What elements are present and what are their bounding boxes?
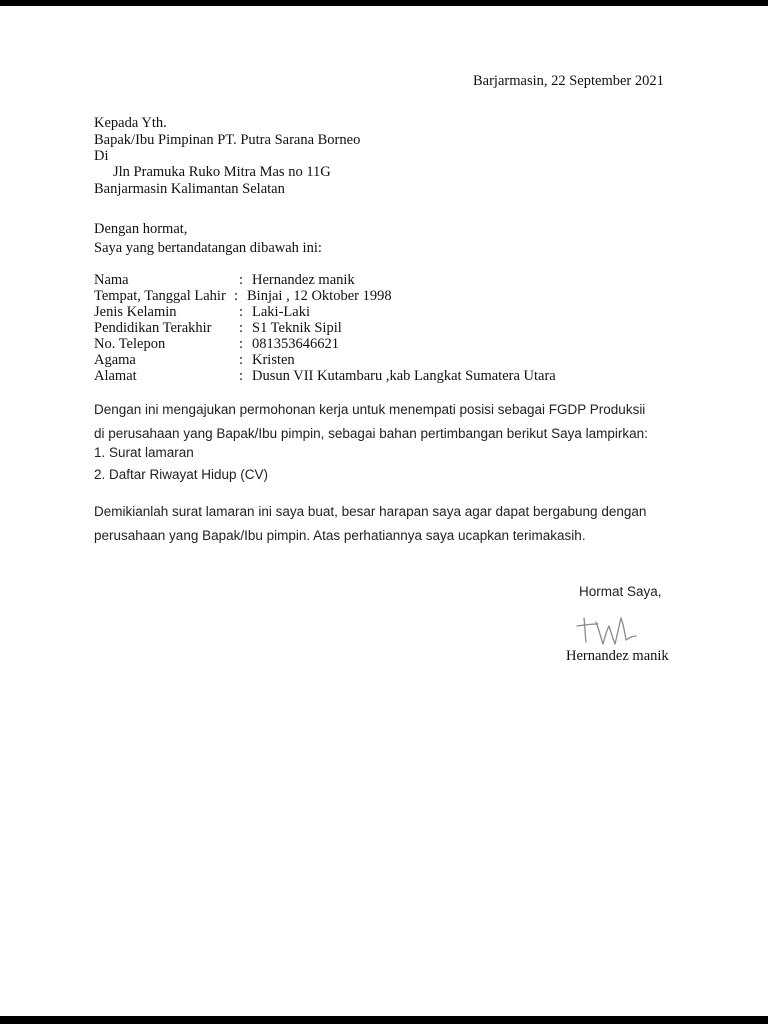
detail-separator: : [234, 288, 239, 304]
detail-value-agama: Kristen [252, 352, 295, 368]
detail-separator: : [239, 352, 244, 368]
detail-separator: : [239, 368, 244, 384]
signer-name: Hernandez manik [566, 648, 669, 664]
closing-line-2: perusahaan yang Bapak/Ibu pimpin. Atas perhatiannya saya ucapkan terimakasih. [94, 528, 586, 543]
detail-label-pendidikan: Pendidikan Terakhir [94, 320, 212, 336]
detail-separator: : [239, 272, 244, 288]
detail-label-alamat: Alamat [94, 368, 137, 384]
top-border [0, 0, 768, 6]
recipient-name: Bapak/Ibu Pimpinan PT. Putra Sarana Borneo [94, 132, 361, 148]
bottom-border [0, 1016, 768, 1024]
recipient-salutation: Kepada Yth. [94, 115, 167, 131]
detail-value-ttl: Binjai , 12 Oktober 1998 [247, 288, 392, 304]
detail-label-jenis-kelamin: Jenis Kelamin [94, 304, 177, 320]
attachment-item: 1. Surat lamaran [94, 445, 194, 460]
detail-separator: : [239, 336, 244, 352]
body-line-1: Dengan ini mengajukan permohonan kerja untuk menempati posisi sebagai FGDP Produksii [94, 402, 646, 417]
greeting: Dengan hormat, [94, 221, 188, 237]
detail-value-telepon: 081353646621 [252, 336, 339, 352]
closing-line-1: Demikianlah surat lamaran ini saya buat, besar harapan saya agar dapat bergabung dengan [94, 504, 647, 519]
body-line-2: di perusahaan yang Bapak/Ibu pimpin, sebagai bahan pertimbangan berikut Saya lampirkan: [94, 426, 648, 441]
detail-label-agama: Agama [94, 352, 136, 368]
handwritten-signature [574, 612, 648, 648]
detail-separator: : [239, 320, 244, 336]
detail-label-telepon: No. Telepon [94, 336, 166, 352]
intro-line: Saya yang bertandatangan dibawah ini: [94, 240, 322, 256]
detail-value-alamat: Dusun VII Kutambaru ,kab Langkat Sumatera Utara [252, 368, 556, 384]
date-line: Barjarmasin, 22 September 2021 [473, 73, 664, 89]
detail-separator: : [239, 304, 244, 320]
recipient-city: Banjarmasin Kalimantan Selatan [94, 181, 285, 197]
recipient-street: Jln Pramuka Ruko Mitra Mas no 11G [113, 164, 331, 180]
detail-value-nama: Hernandez manik [252, 272, 355, 288]
detail-label-nama: Nama [94, 272, 129, 288]
detail-value-jenis-kelamin: Laki-Laki [252, 304, 310, 320]
attachment-item: 2. Daftar Riwayat Hidup (CV) [94, 467, 269, 482]
detail-value-pendidikan: S1 Teknik Sipil [252, 320, 342, 336]
sign-off: Hormat Saya, [579, 584, 662, 599]
recipient-di: Di [94, 148, 109, 164]
detail-label-ttl: Tempat, Tanggal Lahir [94, 288, 226, 304]
